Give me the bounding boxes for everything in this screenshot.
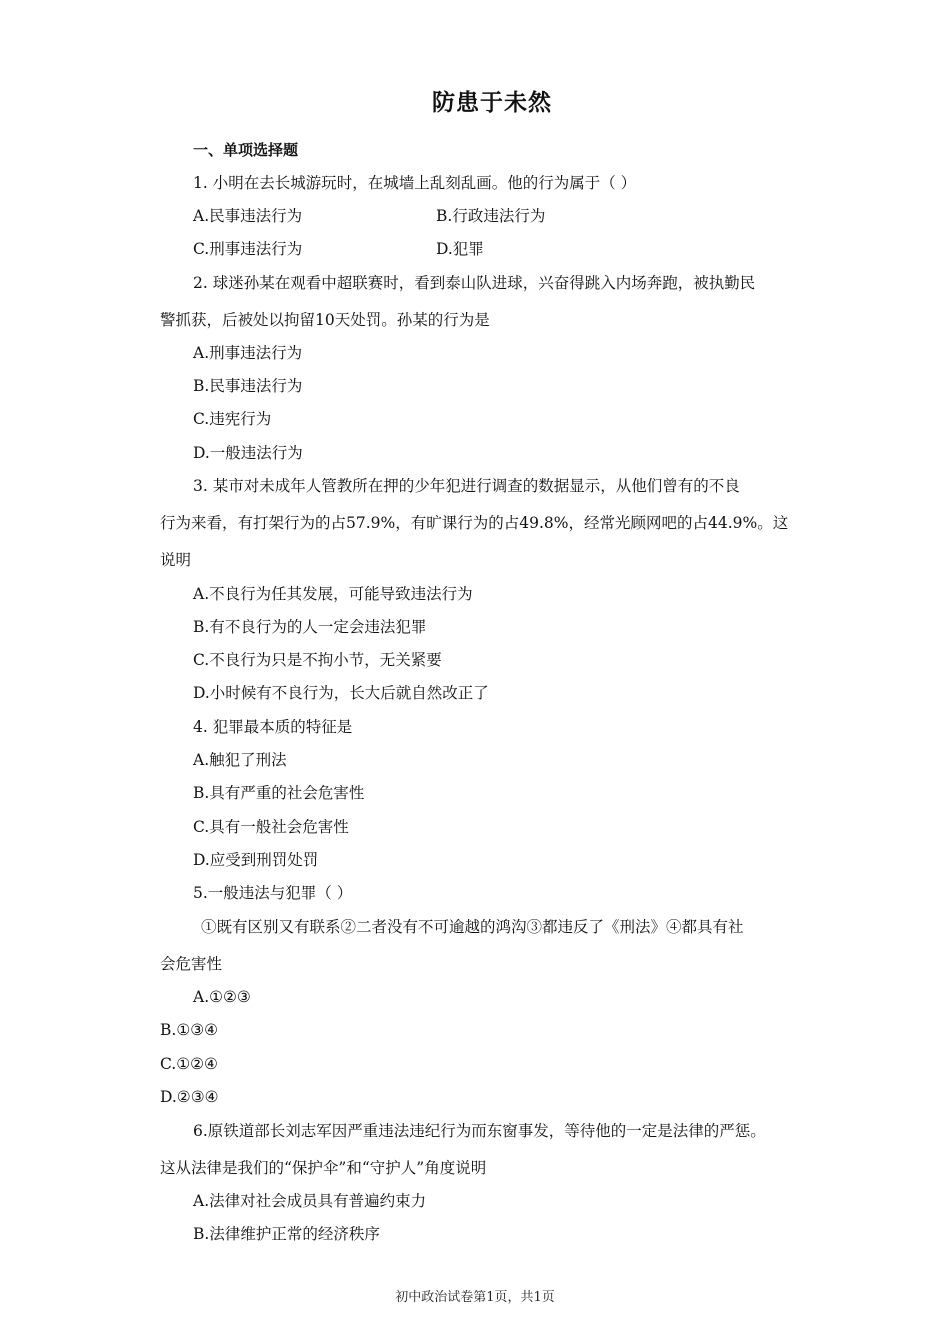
question-6-option-b: B.法律维护正常的经济秩序 — [193, 1225, 380, 1243]
question-3-option-c: C.不良行为只是不拘小节，无关紧要 — [193, 651, 442, 669]
question-4-option-b: B.具有严重的社会危害性 — [193, 784, 365, 802]
question-5-option-a: A.①②③ — [193, 988, 251, 1006]
question-6-stem-line-1: 6.原铁道部长刘志军因严重违法违纪行为而东窗事发，等待他的一定是法律的严惩。 — [193, 1122, 766, 1140]
question-3-stem-line-1: 3. 某市对未成年人管教所在押的少年犯进行调查的数据显示，从他们曾有的不良 — [193, 477, 740, 495]
question-2-stem-line-1: 2. 球迷孙某在观看中超联赛时，看到泰山队进球，兴奋得跳入内场奔跑，被执勤民 — [193, 274, 756, 292]
question-4-option-d: D.应受到刑罚处罚 — [193, 851, 319, 869]
section-heading: 一、单项选择题 — [193, 141, 299, 159]
question-2-option-a: A.刑事违法行为 — [193, 344, 303, 362]
question-1-option-b: B.行政违法行为 — [436, 207, 546, 225]
question-3-option-b: B.有不良行为的人一定会违法犯罪 — [193, 618, 427, 636]
question-1-option-d: D.犯罪 — [436, 240, 484, 258]
question-4-option-a: A.触犯了刑法 — [193, 751, 287, 769]
question-2-option-b: B.民事违法行为 — [193, 377, 303, 395]
question-5-option-c: C.①②④ — [160, 1055, 218, 1073]
question-1-stem: 1. 小明在去长城游玩时，在城墙上乱刻乱画。他的行为属于（ ） — [193, 174, 637, 192]
page-footer: 初中政治试卷第1页，共1页 — [395, 1290, 555, 1305]
question-5-items-line-2: 会危害性 — [160, 955, 223, 973]
question-1-option-c: C.刑事违法行为 — [193, 240, 303, 258]
question-6-option-a: A.法律对社会成员具有普遍约束力 — [193, 1192, 427, 1210]
question-3-option-d: D.小时候有不良行为，长大后就自然改正了 — [193, 684, 489, 702]
question-5-option-b: B.①③④ — [160, 1021, 219, 1039]
question-5-option-d: D.②③④ — [160, 1088, 219, 1106]
question-5-items-line-1: ①既有区别又有联系②二者没有不可逾越的鸿沟③都违反了《刑法》④都具有社 — [201, 918, 744, 936]
question-3-stem-line-2: 行为来看，有打架行为的占57.9%，有旷课行为的占49.8%，经常光顾网吧的占44.9%。这 — [160, 514, 789, 532]
question-2-option-d: D.一般违法行为 — [193, 444, 303, 462]
question-6-stem-line-2: 这从法律是我们的“保护伞”和“守护人”角度说明 — [160, 1159, 487, 1177]
page-title: 防患于未然 — [432, 90, 552, 116]
question-2-option-c: C.违宪行为 — [193, 410, 272, 428]
question-3-stem-line-3: 说明 — [160, 551, 192, 569]
question-1-option-a: A.民事违法行为 — [193, 207, 303, 225]
question-2-stem-line-2: 警抓获，后被处以拘留10天处罚。孙某的行为是 — [160, 311, 490, 329]
question-4-stem: 4. 犯罪最本质的特征是 — [193, 718, 353, 736]
question-5-stem: 5.一般违法与犯罪（ ） — [193, 884, 353, 902]
question-3-option-a: A.不良行为任其发展，可能导致违法行为 — [193, 585, 473, 603]
question-4-option-c: C.具有一般社会危害性 — [193, 818, 349, 836]
